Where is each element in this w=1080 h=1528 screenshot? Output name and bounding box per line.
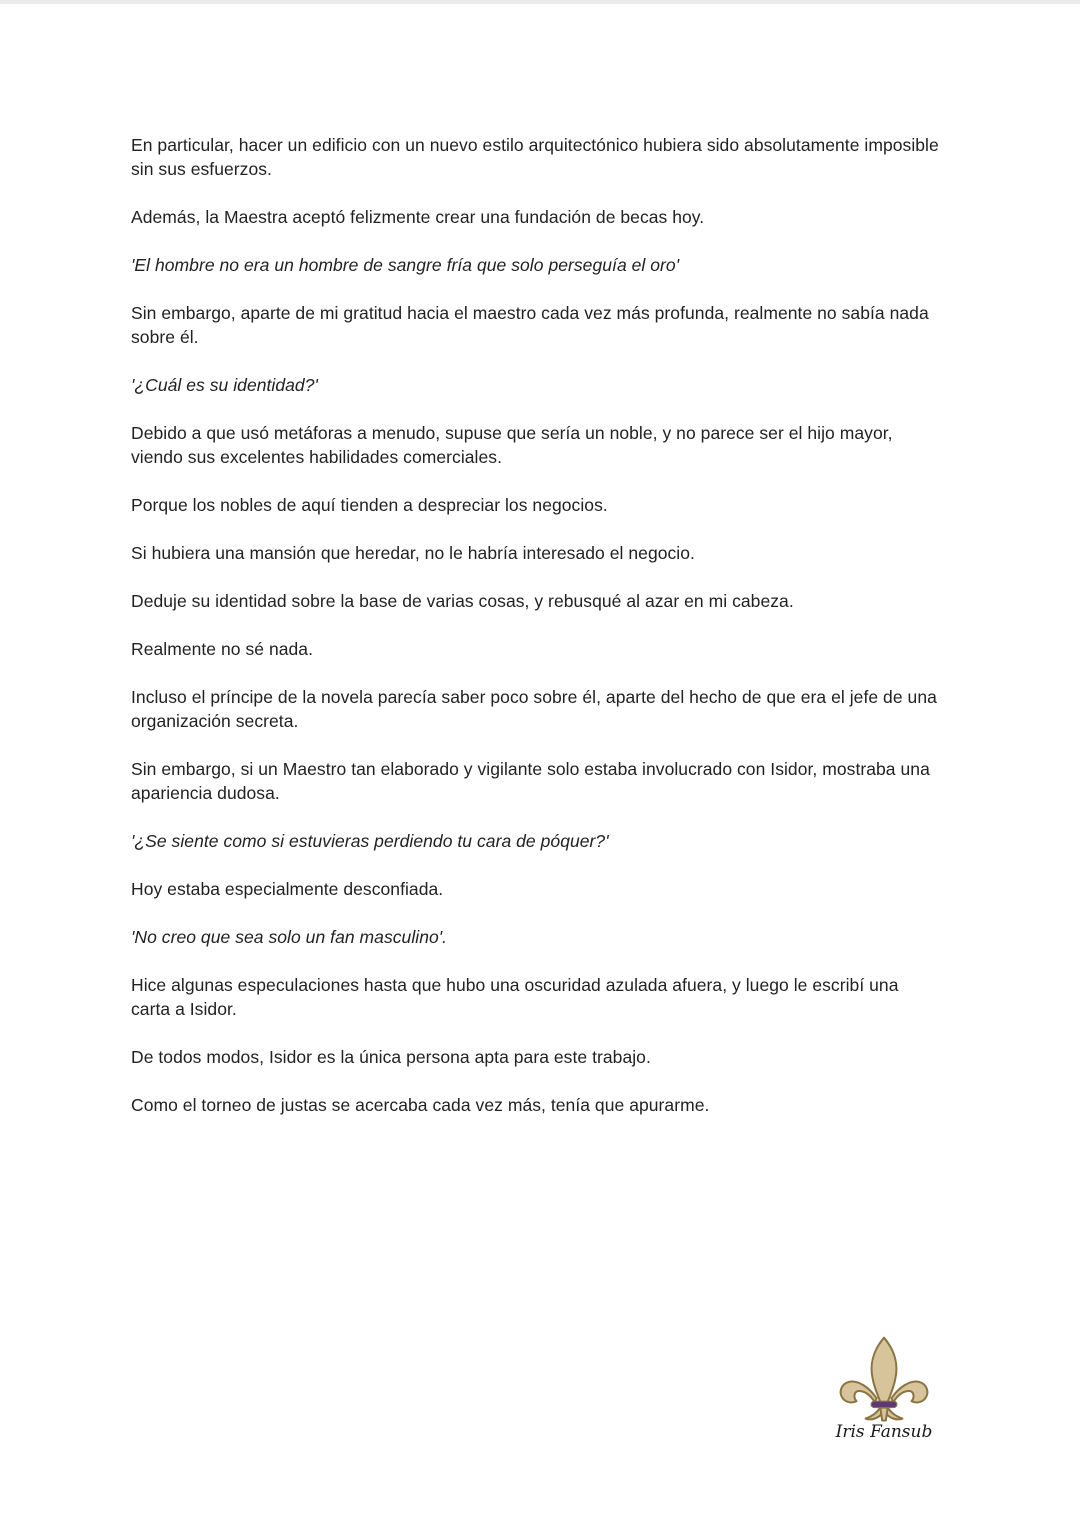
paragraph: Sin embargo, aparte de mi gratitud hacia el maestro cada vez más profunda, realmente no sabía nada sobre él. — [131, 303, 929, 347]
paragraph: Hice algunas especulaciones hasta que hubo una oscuridad azulada afuera, y luego le escribí una carta a Isidor. — [131, 975, 899, 1019]
paragraph: De todos modos, Isidor es la única persona apta para este trabajo. — [131, 1047, 651, 1067]
paragraph-thought: '¿Se siente como si estuvieras perdiendo tu cara de póquer?' — [131, 831, 609, 851]
top-edge-strip — [0, 0, 1080, 4]
paragraph: Realmente no sé nada. — [131, 639, 314, 659]
paragraph: Sin embargo, si un Maestro tan elaborado y vigilante solo estaba involucrado con Isidor, mostraba una apariencia dudosa. — [131, 759, 930, 803]
paragraph: Incluso el príncipe de la novela parecía saber poco sobre él, aparte del hecho de que era el jefe de una organización secreta. — [131, 687, 937, 731]
paragraph: Además, la Maestra aceptó felizmente crear una fundación de becas hoy. — [131, 207, 705, 227]
paragraph: Si hubiera una mansión que heredar, no le habría interesado el negocio. — [131, 543, 695, 563]
paragraph-thought: 'No creo que sea solo un fan masculino'. — [131, 927, 448, 947]
fleur-de-lis-icon — [838, 1334, 930, 1426]
watermark-label: Iris Fansub — [835, 1422, 933, 1442]
iris-fansub-watermark — [832, 1334, 936, 1450]
paragraph: Debido a que usó metáforas a menudo, supuse que sería un noble, y no parece ser el hijo mayor, viendo sus excelentes habilidades comerciales. — [131, 423, 893, 467]
paragraph-thought: 'El hombre no era un hombre de sangre fría que solo perseguía el oro' — [131, 255, 680, 275]
document-body — [131, 133, 941, 1141]
paragraph: Como el torneo de justas se acercaba cada vez más, tenía que apurarme. — [131, 1095, 710, 1115]
paragraph: En particular, hacer un edificio con un nuevo estilo arquitectónico hubiera sido absolutamente imposible sin sus esfuerzos. — [131, 135, 939, 179]
paragraph: Deduje su identidad sobre la base de varias cosas, y rebusqué al azar en mi cabeza. — [131, 591, 794, 611]
paragraph-thought: '¿Cuál es su identidad?' — [131, 375, 318, 395]
paragraph: Hoy estaba especialmente desconfiada. — [131, 879, 444, 899]
paragraph: Porque los nobles de aquí tienden a despreciar los negocios. — [131, 495, 608, 515]
